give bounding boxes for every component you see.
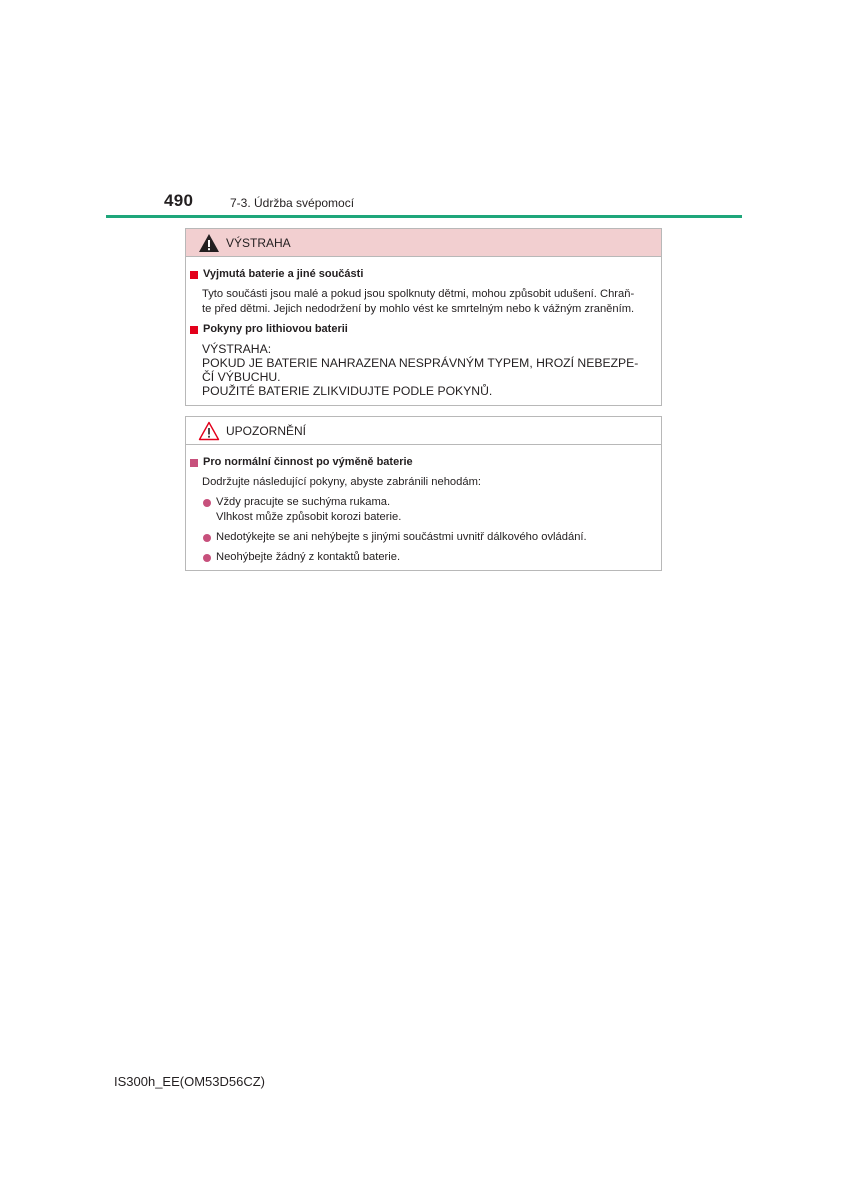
warning-header <box>186 229 661 257</box>
text-line: Tyto součásti jsou malé a pokud jsou spolknuty dětmi, mohou způsobit udušení. Chraň- <box>202 288 635 300</box>
caution-triangle-icon <box>198 421 220 441</box>
text-line: POUŽITÉ BATERIE ZLIKVIDUJTE PODLE POKYNŮ. <box>202 384 493 398</box>
warning-triangle-icon <box>198 233 220 253</box>
bullet-text: Nedotýkejte se ani nehýbejte s jinými součástmi uvnitř dálkového ovládání. <box>216 531 587 543</box>
warning-title: VÝSTRAHA <box>226 235 291 250</box>
red-square-icon <box>190 271 198 279</box>
warning-item-heading-text: Pokyny pro lithiovou baterii <box>203 323 348 335</box>
header-rule <box>106 215 742 218</box>
caution-box <box>185 416 662 571</box>
warning-box <box>185 228 662 406</box>
pink-square-icon <box>190 459 198 467</box>
warning-item-text <box>190 287 651 317</box>
text-line: ČÍ VÝBUCHU. <box>202 370 281 384</box>
list-item <box>190 495 651 525</box>
caution-item-heading-text: Pro normální činnost po výměně baterie <box>203 456 413 468</box>
bullet-dot-icon <box>203 534 211 542</box>
red-square-icon <box>190 326 198 334</box>
list-item <box>190 530 651 545</box>
warning-body <box>186 257 661 398</box>
text-line: VÝSTRAHA: <box>202 342 272 356</box>
warning-item-heading <box>190 322 651 337</box>
page-number: 490 <box>164 191 194 210</box>
warning-item-text <box>190 342 651 398</box>
caution-title: UPOZORNĚNÍ <box>226 423 307 438</box>
bullet-text: Neohýbejte žádný z kontaktů baterie. <box>216 551 401 563</box>
section-title: 7-3. Údržba svépomocí <box>230 196 355 210</box>
caution-body <box>186 445 661 565</box>
text-line: POKUD JE BATERIE NAHRAZENA NESPRÁVNÝM TYPEM, HROZÍ NEBEZPE- <box>202 356 639 370</box>
caution-header <box>186 417 661 445</box>
caution-item-heading <box>190 455 651 470</box>
warning-item-heading-text: Vyjmutá baterie a jiné součásti <box>203 268 364 280</box>
text-line: te před dětmi. Jejich nedodržení by mohlo vést ke smrtelným nebo k vážným zraněním. <box>202 303 635 315</box>
list-item <box>190 550 651 565</box>
bullet-dot-icon <box>203 499 211 507</box>
bullet-text: Vždy pracujte se suchýma rukama. <box>216 496 391 508</box>
bullet-dot-icon <box>203 554 211 562</box>
caution-intro: Dodržujte následující pokyny, abyste zabránili nehodám: <box>202 476 482 488</box>
bullet-text: Vlhkost může způsobit korozi baterie. <box>216 511 402 523</box>
warning-item-heading <box>190 267 651 282</box>
footer-model-code: IS300h_EE(OM53D56CZ) <box>114 1074 266 1089</box>
